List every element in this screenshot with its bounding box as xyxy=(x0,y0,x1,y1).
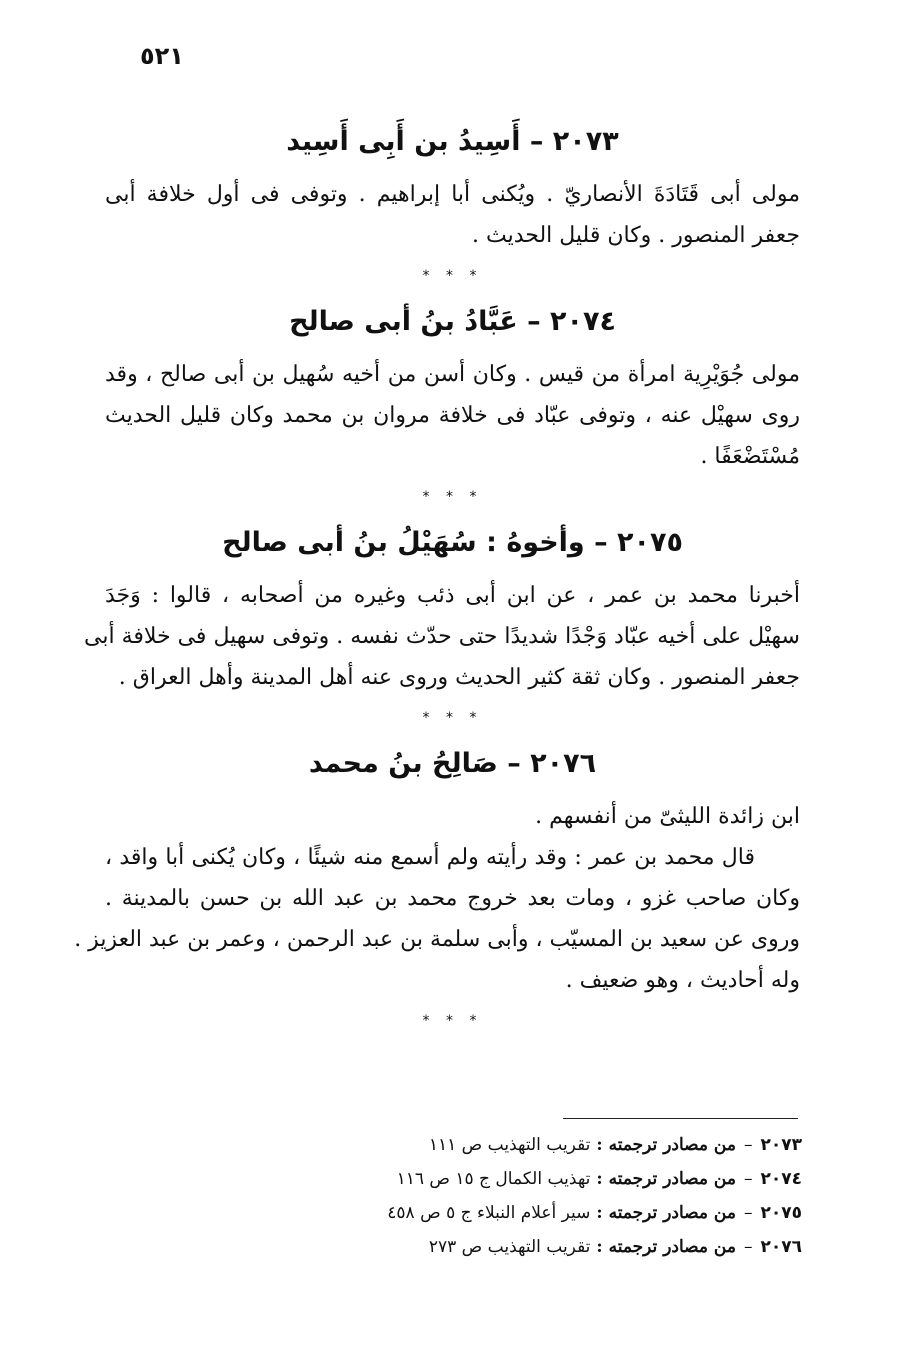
footnote-text: تقريب التهذيب ص ٢٧٣ xyxy=(428,1237,591,1257)
entry-text-line: وروى عن سعيد بن المسيّب ، وأبى سلمة بن عبد الرحمن ، وعمر بن عبد العزيز . xyxy=(74,927,800,952)
entry-2074 xyxy=(105,298,800,477)
entry-text-line: وله أحاديث ، وهو ضعيف . xyxy=(565,968,800,993)
entry-text-line: مُسْتَضْعَفًا . xyxy=(700,444,800,469)
footnote-text: تقريب التهذيب ص ١١١ xyxy=(428,1135,591,1155)
entry-title: ٢٠٧٥ – وأخوهُ : سُهَيْلُ بنُ أبى صالح xyxy=(222,527,683,558)
entry-2073 xyxy=(105,118,800,256)
footnote-number: ٢٠٧٣ xyxy=(760,1135,802,1155)
footnote-number: ٢٠٧٥ xyxy=(760,1203,802,1223)
footnote-text: سير أعلام النبلاء ج ٥ ص ٤٥٨ xyxy=(387,1203,591,1223)
entry-text-line: قال محمد بن عمر : وقد رأيته ولم أسمع منه شيئًا ، وكان يُكنى أبا واقد ، xyxy=(105,845,755,870)
entry-2075 xyxy=(84,519,800,698)
footnote-divider xyxy=(563,1118,798,1119)
entry-text-line: أخبرنا محمد بن عمر ، عن ابن أبى ذئب وغيره من أصحابه ، قالوا : وَجَدَ xyxy=(105,583,800,608)
entry-text-line: مولى أبى قَتَادَةَ الأنصاريّ . ويُكنى أبا إبراهيم . وتوفى فى أول خلافة أبى xyxy=(105,182,800,207)
section-separator: * * * xyxy=(422,1013,483,1029)
page-number: ٥٢١ xyxy=(140,42,184,70)
footnote-label: من مصادر ترجمته : xyxy=(596,1237,736,1257)
entry-text-line: سهيْل على أخيه عبّاد وَجْدًا شديدًا حتى حدّث نفسه . وتوفى سهيل فى خلافة أبى xyxy=(84,624,800,649)
entry-text-line: ابن زائدة الليثىّ من أنفسهم . xyxy=(535,804,800,829)
footnote-item: ٢٠٧٣–من مصادر ترجمته :تقريب التهذيب ص ١١١ xyxy=(428,1135,802,1155)
entry-text-line: وكان صاحب غزو ، ومات بعد خروج محمد بن عبد الله بن حسن بالمدينة . xyxy=(105,886,800,911)
entry-title: ٢٠٧٤ – عَبَّادُ بنُ أبى صالح xyxy=(289,306,616,337)
entry-text-line: جعفر المنصور . وكان ثقة كثير الحديث وروى عنه أهل المدينة وأهل العراق . xyxy=(118,665,800,690)
footnote-item: ٢٠٧٦–من مصادر ترجمته :تقريب التهذيب ص ٢٧٣ xyxy=(428,1237,802,1257)
entry-text-line: جعفر المنصور . وكان قليل الحديث . xyxy=(471,223,800,248)
footnote-text: تهذيب الكمال ج ١٥ ص ١١٦ xyxy=(396,1169,591,1189)
section-separator: * * * xyxy=(422,268,483,284)
footnote-number: ٢٠٧٦ xyxy=(760,1237,802,1257)
section-separator: * * * xyxy=(422,489,483,505)
section-separator: * * * xyxy=(422,710,483,726)
entry-text-line: روى سهيْل عنه ، وتوفى عبّاد فى خلافة مروان بن محمد وكان قليل الحديث xyxy=(105,403,800,428)
entry-title: ٢٠٧٣ – أَسِيدُ بن أَبِى أَسِيد xyxy=(286,126,619,157)
footnote-label: من مصادر ترجمته : xyxy=(596,1135,736,1155)
page-content xyxy=(74,118,801,1043)
footnote-number: ٢٠٧٤ xyxy=(760,1169,802,1189)
footnotes xyxy=(250,1128,802,1264)
entry-text-line: مولى جُوَيْرِية امرأة من قيس . وكان أسن من أخيه سُهيل بن أبى صالح ، وقد xyxy=(105,362,801,387)
footnote-label: من مصادر ترجمته : xyxy=(596,1203,736,1223)
footnote-item: ٢٠٧٥–من مصادر ترجمته :سير أعلام النبلاء ج ٥ ص ٤٥٨ xyxy=(387,1203,802,1223)
footnote-item: ٢٠٧٤–من مصادر ترجمته :تهذيب الكمال ج ١٥ ص ١١٦ xyxy=(396,1169,802,1189)
footnote-label: من مصادر ترجمته : xyxy=(596,1169,736,1189)
entry-2076 xyxy=(74,740,800,1001)
entry-title: ٢٠٧٦ – صَالِحُ بنُ محمد xyxy=(308,748,597,779)
